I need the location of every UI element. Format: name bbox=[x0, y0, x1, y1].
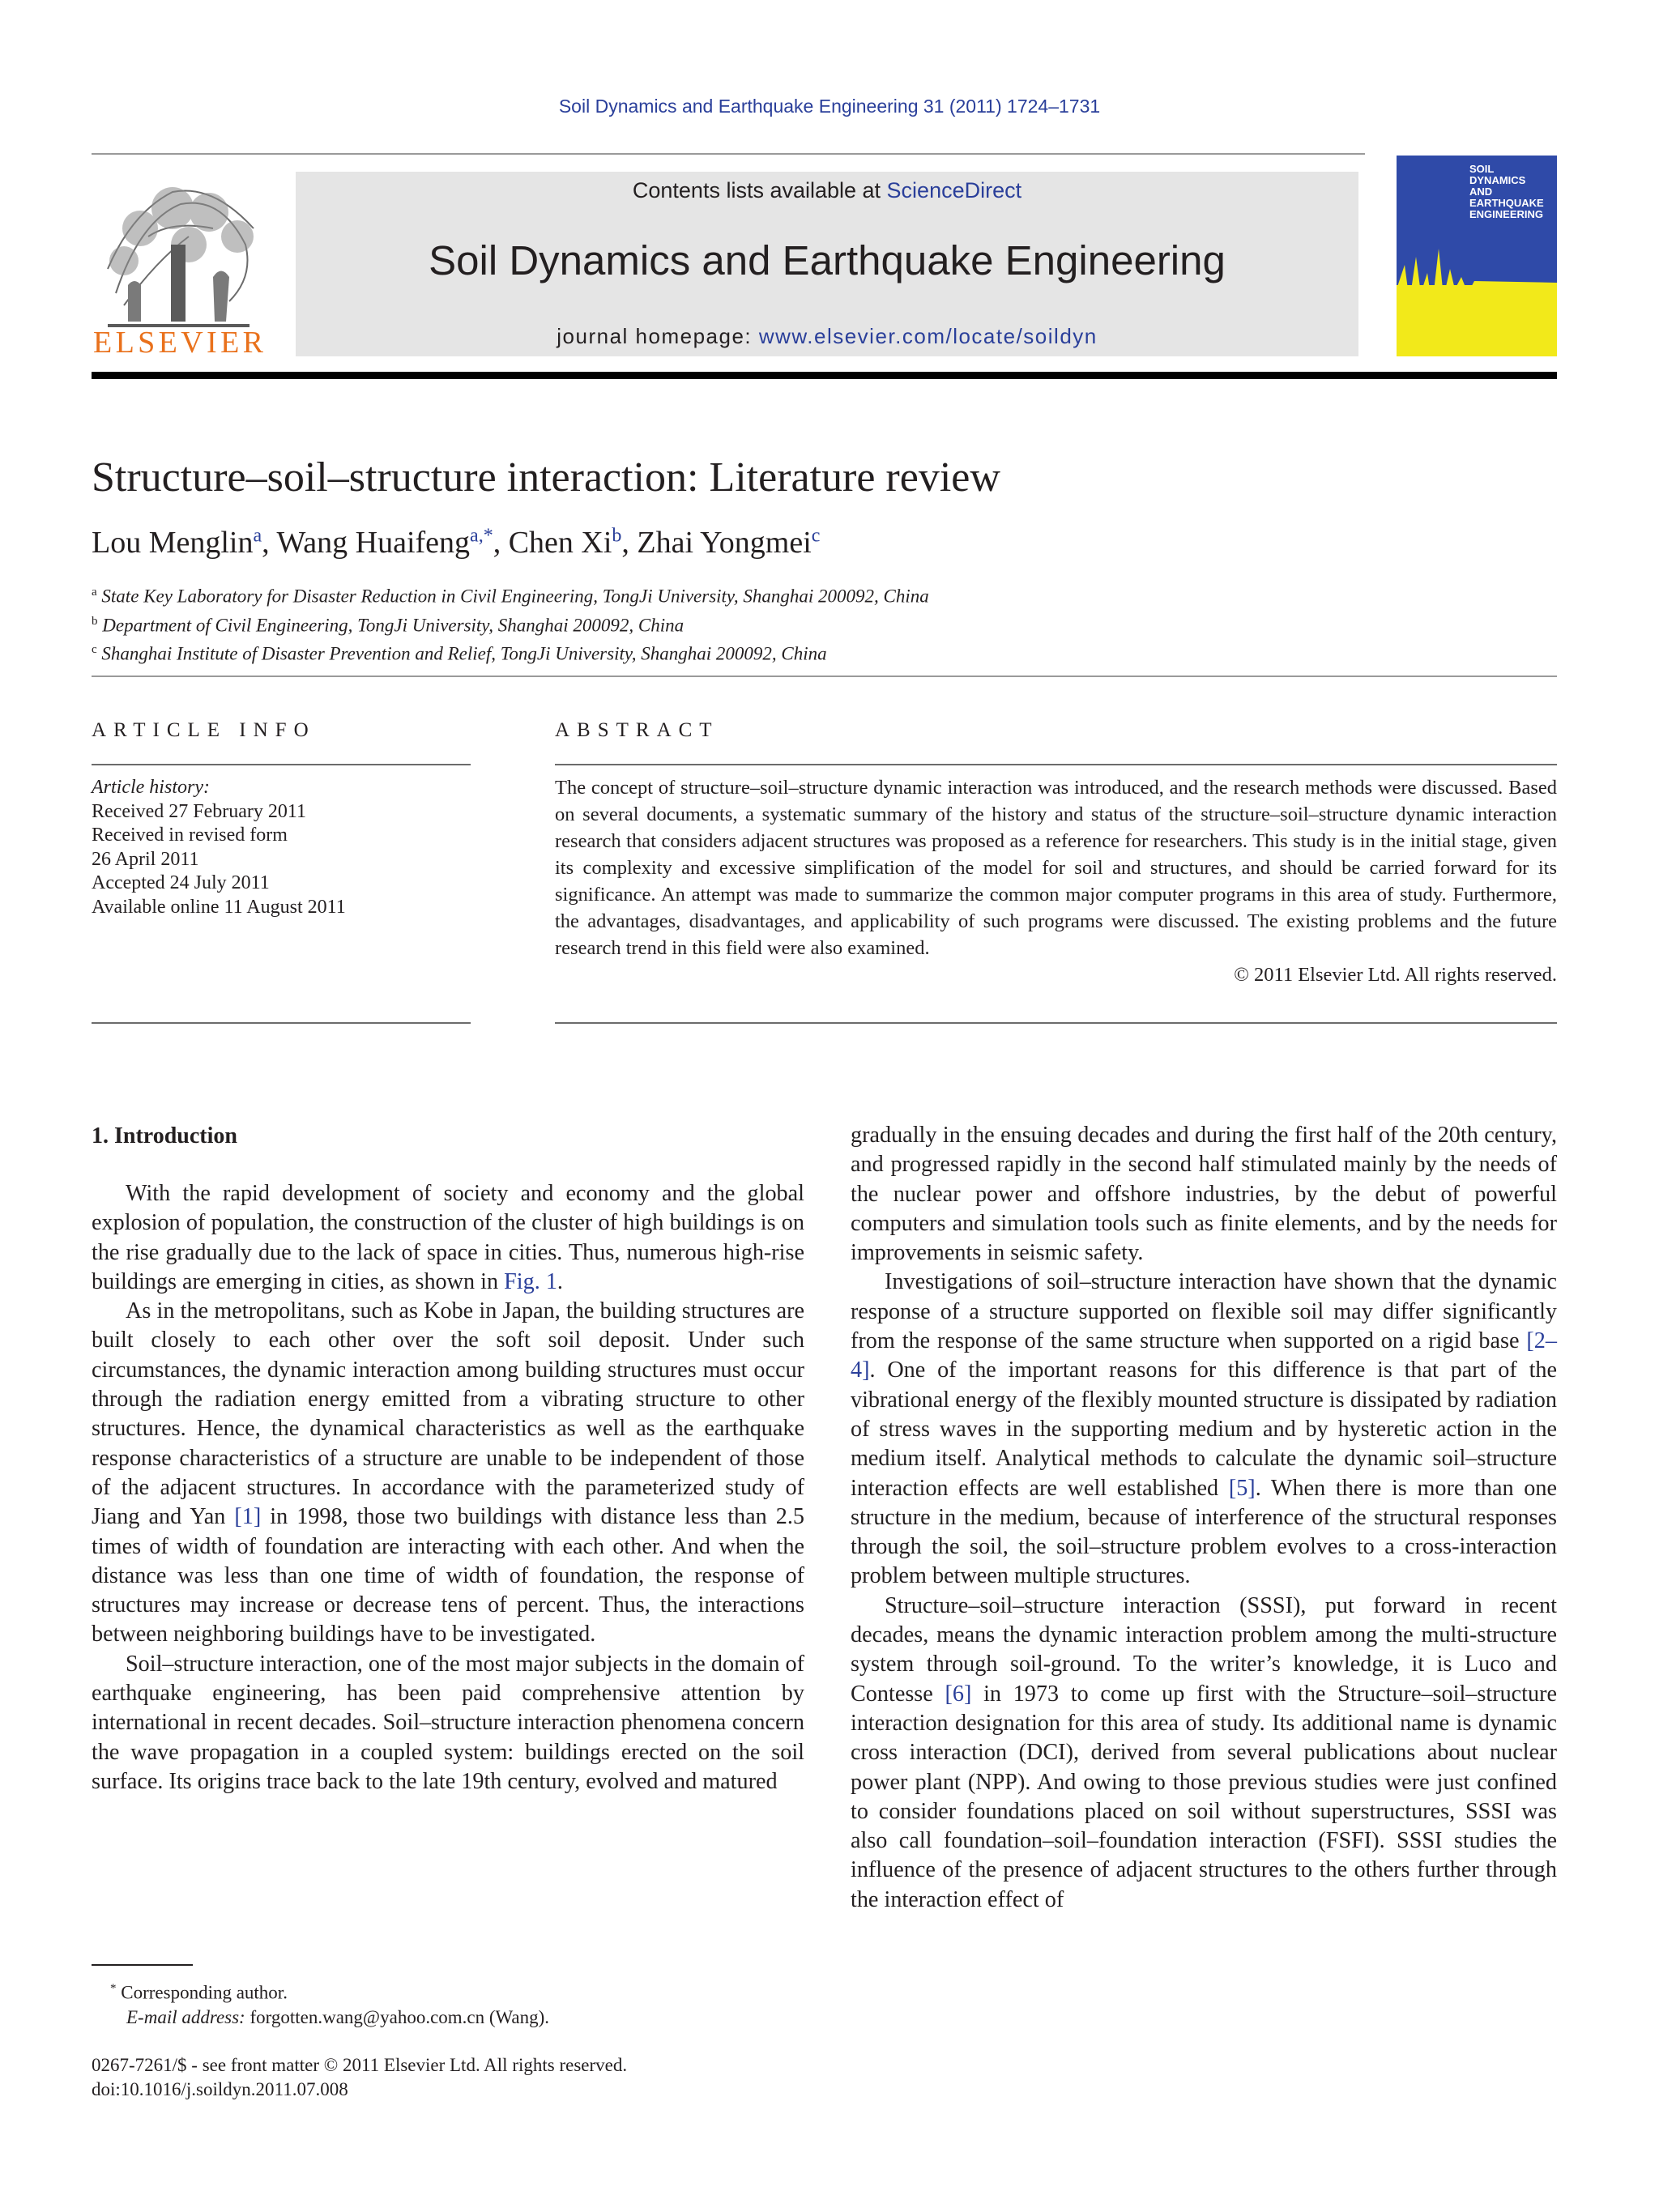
article-history bbox=[92, 776, 346, 919]
email-label: E-mail address: bbox=[126, 2006, 245, 2027]
abstract-top-rule bbox=[555, 764, 1557, 765]
journal-citation[interactable]: Soil Dynamics and Earthquake Engineering 31 (2011) 1724–1731 bbox=[558, 96, 1101, 117]
citation-link[interactable]: [1] bbox=[234, 1504, 262, 1530]
journal-title: Soil Dynamics and Earthquake Engineering bbox=[429, 237, 1226, 283]
history-item: 26 April 2011 bbox=[92, 848, 199, 870]
section-heading: 1. Introduction bbox=[92, 1123, 237, 1149]
homepage-prefix: journal homepage: bbox=[557, 324, 759, 348]
issn-block bbox=[92, 2053, 627, 2102]
cover-bar bbox=[1471, 261, 1546, 271]
title-block-rule bbox=[92, 676, 1557, 677]
history-item: Received in revised form bbox=[92, 825, 288, 846]
paragraph-text: . One of the important reasons for this difference is that part of the vibrational energy of the flexibly mounted structure is dissipated by radiation of stress waves in the supporting medium and by hysteretic action in the medium itself. Analytical methods to calculate the dynamic soil–structure interaction effects are well established bbox=[851, 1357, 1557, 1501]
paragraph-text: in 1998, those two buildings with distance less than 2.5 times of width of foundation are interacting with each other. And when the distance was less than one time of width of foundation, the response of structures may increase or decrease tens of percent. Thus, the interactions between neighboring buildings have to be investigated. bbox=[92, 1504, 804, 1647]
affiliation bbox=[92, 580, 929, 609]
article-title: Structure–soil–structure interaction: Literature review bbox=[92, 454, 1000, 501]
footnote bbox=[110, 1976, 549, 2030]
article-info-heading: ARTICLE INFO bbox=[92, 719, 316, 741]
header-thick-rule bbox=[92, 372, 1557, 379]
affil-text: State Key Laboratory for Disaster Reduction in Civil Engineering, TongJi University, Shanghai 200092, China bbox=[101, 586, 929, 607]
paragraph-text: Structure–soil–structure interaction (SSSI), put forward in recent decades, means the dynamic interaction problem among the multi-structure system through soil-ground. To the writer’s knowledge, it is Luco and Contesse bbox=[851, 1592, 1557, 1707]
header-rule bbox=[92, 153, 1365, 155]
footnote-rule bbox=[92, 1964, 193, 1966]
corresponding-note bbox=[110, 1976, 549, 2005]
abstract-copyright: © 2011 Elsevier Ltd. All rights reserved. bbox=[1234, 964, 1557, 986]
abstract-text: The concept of structure–soil–structure dynamic interaction was introduced, and the research methods were discussed. Based on several documents, a systematic summary of the history and status of the structure–soil–structure dynamic interaction research that considers adjacent structures was proposed as a reference for researchers. This study is in the initial stage, given its complexity and excessive simplification of the model for soil and structures, and should be carried forward for its significance. An attempt was made to summarize the common major computer programs in this area of study. Furthermore, the advantages, disadvantages, and applicability of such programs were discussed. The existing problems and the future research trend in this field were also examined. bbox=[555, 777, 1557, 959]
citation-link[interactable]: [6] bbox=[945, 1681, 972, 1707]
history-label: Article history: bbox=[92, 777, 210, 798]
figure-link[interactable]: Fig. 1 bbox=[504, 1268, 557, 1294]
doi-line[interactable]: doi:10.1016/j.soildyn.2011.07.008 bbox=[92, 2079, 348, 2099]
email-address[interactable]: forgotten.wang@yahoo.com.cn (Wang). bbox=[245, 2006, 550, 2027]
paragraph-text: Investigations of soil–structure interaction have shown that the dynamic response of a structure supported on flexible soil may differ significantly from the response of the same structure when supported on a rigid base bbox=[851, 1269, 1557, 1354]
paragraph: Soil–structure interaction, one of the most major subjects in the domain of earthquake engineering, has been paid comprehensive attention by international in recent decades. Soil–structure interaction phenomena concern the wave propagation in a coupled system: buildings erected on the soil surface. Its origins trace back to the late 19th century, evolved and matured bbox=[92, 1651, 804, 1794]
author-name: Wang Huaifeng bbox=[276, 526, 471, 560]
affil-text: Shanghai Institute of Disaster Prevention and Relief, TongJi University, Shanghai 200092, China bbox=[101, 643, 827, 664]
cover-line: AND bbox=[1469, 185, 1493, 198]
affiliation bbox=[92, 637, 929, 667]
email-note bbox=[110, 2005, 549, 2030]
affil-mark: b bbox=[92, 614, 98, 628]
cover-line: EARTHQUAKE bbox=[1469, 197, 1544, 209]
author-affil-mark[interactable]: b bbox=[612, 525, 622, 547]
paragraph-text: . When there is more than one structure in the medium, because of interference of the structural responses through the soil, the soil–structure problem evolves to a cross-interaction problem between multiple structures. bbox=[851, 1475, 1558, 1589]
affil-mark: c bbox=[92, 643, 97, 657]
paragraph-text: With the rapid development of society and economy and the global explosion of population, the construction of the cluster of high buildings is on the rise gradually due to the lack of space in cities. Thus, numerous high-rise buildings are emerging in cities, as shown in bbox=[92, 1181, 804, 1294]
paragraph bbox=[92, 1179, 804, 1297]
paragraph bbox=[92, 1297, 804, 1650]
homepage-line bbox=[296, 324, 1358, 349]
paragraph-text: . bbox=[557, 1268, 563, 1294]
author-affil-mark[interactable]: a bbox=[253, 525, 262, 547]
footnote-mark: * bbox=[110, 1982, 117, 1995]
affiliations bbox=[92, 580, 929, 667]
citation-link[interactable]: [5] bbox=[1228, 1475, 1256, 1501]
paragraph bbox=[851, 1268, 1557, 1591]
cover-line: ENGINEERING bbox=[1469, 208, 1544, 220]
affil-text: Department of Civil Engineering, TongJi University, Shanghai 200092, China bbox=[102, 615, 684, 636]
journal-banner bbox=[296, 172, 1358, 356]
elsevier-tree-icon bbox=[92, 172, 266, 356]
history-item: Accepted 24 July 2011 bbox=[92, 872, 270, 893]
info-top-rule bbox=[92, 764, 471, 765]
footnote-text: Corresponding author. bbox=[116, 1982, 288, 2003]
history-item: Available online 11 August 2011 bbox=[92, 896, 346, 918]
abstract-heading: ABSTRACT bbox=[555, 719, 719, 741]
contents-prefix: Contents lists available at bbox=[632, 178, 887, 202]
abstract-bottom-rule bbox=[555, 1022, 1557, 1024]
elsevier-logo bbox=[92, 172, 266, 356]
cover-line: DYNAMICS bbox=[1469, 174, 1526, 186]
author-name: Zhai Yongmei bbox=[637, 526, 812, 560]
affiliation bbox=[92, 609, 929, 638]
author-name: Lou Menglin bbox=[92, 526, 254, 560]
sciencedirect-link[interactable]: ScienceDirect bbox=[886, 178, 1022, 202]
contents-line bbox=[296, 178, 1358, 203]
paragraph: gradually in the ensuing decades and during the first half of the 20th century, and progressed rapidly in the second half stimulated mainly by the needs of the nuclear power and offshore industries, by the debut of powerful computers and simulation tools such as finite elements, and by the needs for improvements in seismic safety. bbox=[851, 1123, 1557, 1266]
cover-line: SOIL bbox=[1469, 163, 1495, 175]
author-affil-mark[interactable]: a,* bbox=[470, 525, 493, 547]
cover-title bbox=[1469, 164, 1544, 220]
paragraph-text: in 1973 to come up first with the Structure–soil–structure interaction designation for this area of study. Its additional name is dynamic cross interaction (DCI), derived from several publications about nuclear power plant (NPP). And owing to those previous studies were just confined to consider foundations placed on soil without superstructures, SSSI was also call foundation–soil–foundation interaction (FSFI). SSSI studies the influence of the presence of adjacent structures to the others further through the interaction effect of bbox=[851, 1681, 1558, 1912]
abstract-body bbox=[555, 774, 1557, 988]
issn-line: 0267-7261/$ - see front matter © 2011 Elsevier Ltd. All rights reserved. bbox=[92, 2055, 628, 2075]
citation-link[interactable]: [2–4] bbox=[851, 1328, 1557, 1383]
author-name: Chen Xi bbox=[508, 526, 612, 560]
paragraph-text: As in the metropolitans, such as Kobe in Japan, the building structures are built closely to each other over the soft soil deposit. Under such circumstances, the dynamic interaction among building structures must occur through the radiation energy emitted from a vibrating structure to other structures. Hence, the dynamical characteristics as well as the earthquake response characteristics of a structure are unable to be independent of those of the adjacent structures. In accordance with the parameterized study of Jiang and Yan bbox=[92, 1298, 804, 1530]
paragraph bbox=[851, 1592, 1557, 1915]
affil-mark: a bbox=[92, 586, 97, 599]
history-item: Received 27 February 2011 bbox=[92, 800, 307, 822]
journal-cover[interactable] bbox=[1397, 156, 1557, 356]
elsevier-wordmark: ELSEVIER bbox=[93, 326, 263, 356]
left-column bbox=[92, 1179, 804, 1796]
right-column bbox=[851, 1121, 1557, 1915]
author-list: Lou Menglin$^a$, Wang Huaifeng$^{a,*}$, Chen Xi$^b$, Zhai Yongmei$^c$ bbox=[92, 525, 821, 560]
author-affil-mark[interactable]: c bbox=[811, 525, 821, 547]
info-bottom-rule bbox=[92, 1022, 471, 1024]
homepage-link[interactable]: www.elsevier.com/locate/soildyn bbox=[758, 324, 1098, 348]
cover-bar bbox=[1471, 241, 1546, 251]
